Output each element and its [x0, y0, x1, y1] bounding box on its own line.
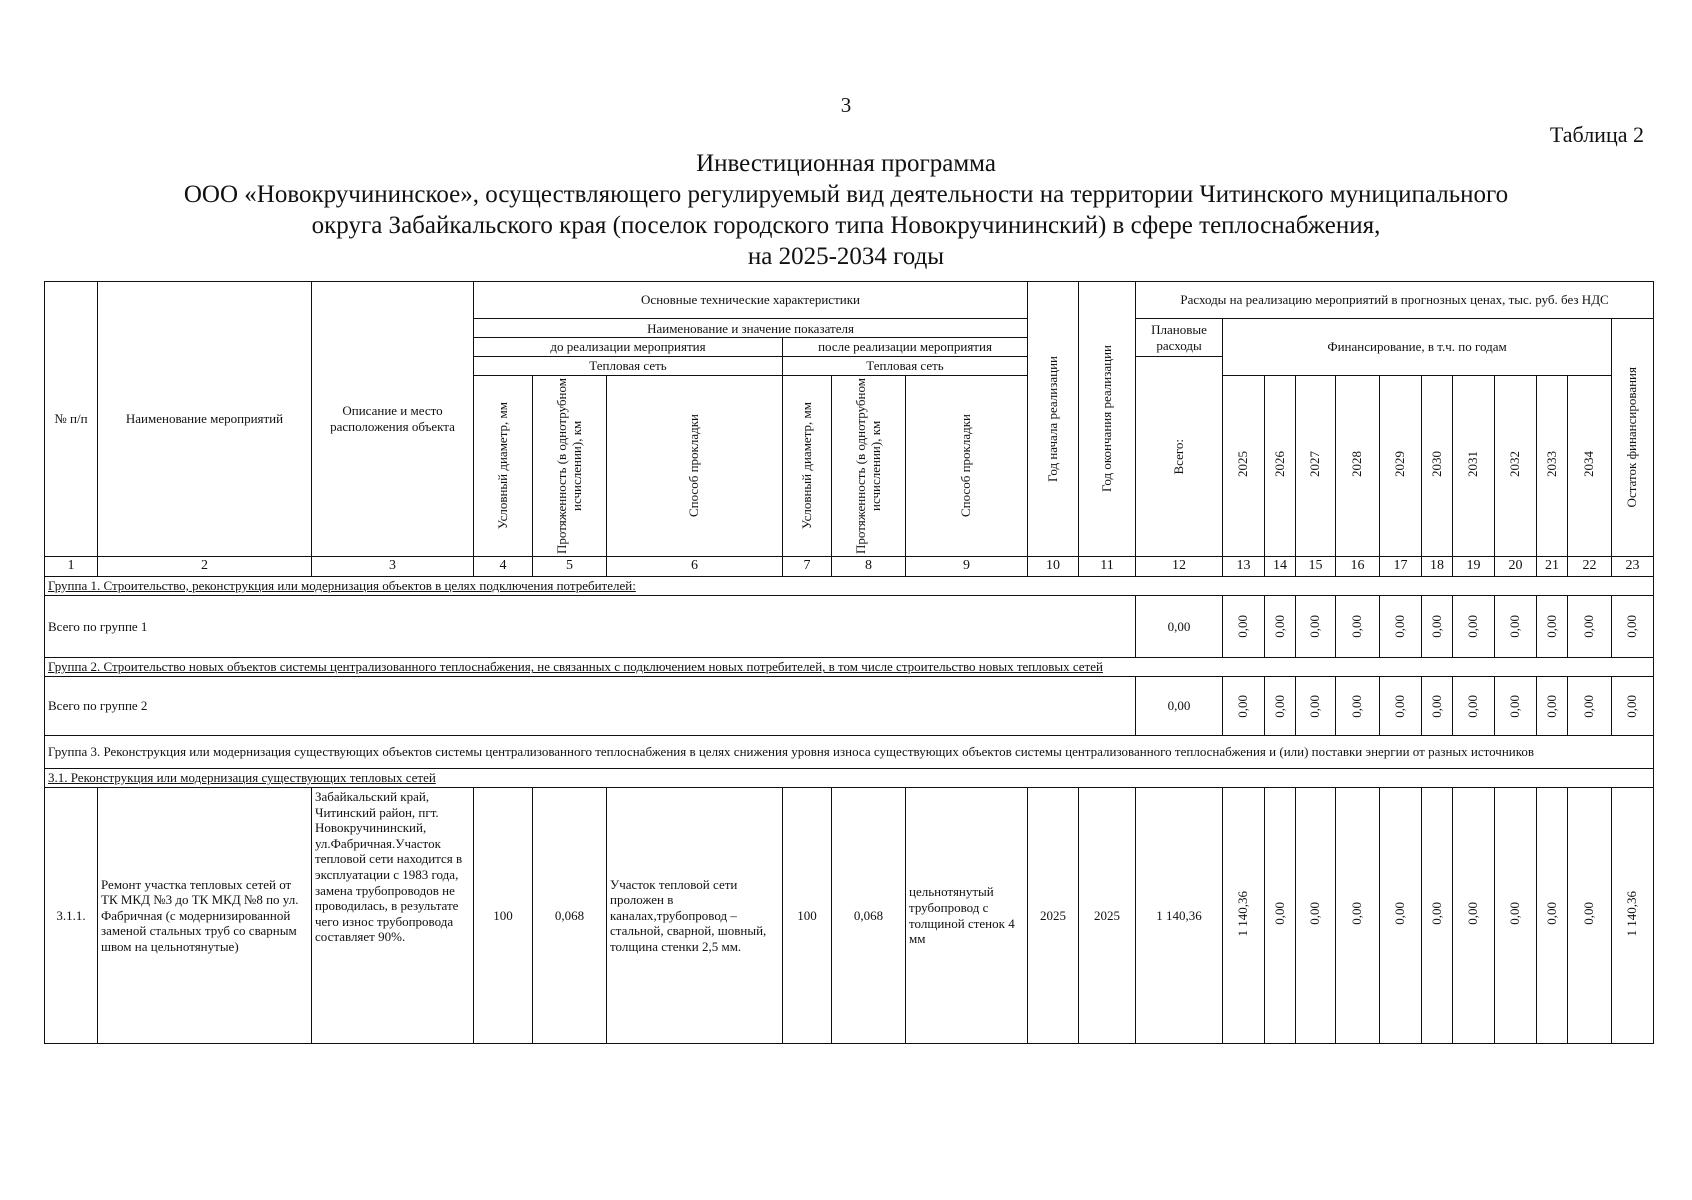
group1-remainder: 0,00: [1612, 595, 1654, 658]
column-number: 15: [1296, 556, 1336, 576]
year-value: 0,00: [1336, 788, 1380, 1044]
header-end-year: [1079, 282, 1136, 557]
column-number: 17: [1380, 556, 1422, 576]
method-before: Участок тепловой сети проложен в каналах,трубопровод – стальной, сварной, шовный, толщина стенки 2,5 мм.: [607, 788, 783, 1044]
column-number: 3: [312, 556, 474, 576]
column-number: 2: [98, 556, 312, 576]
start-year: 2025: [1028, 788, 1079, 1044]
header-length-after: Протяженность (в однотрубном исчислении), км: [832, 375, 906, 556]
group2-total-label: Всего по группе 2: [45, 677, 1136, 736]
column-numbers-row: [45, 556, 1654, 576]
header-year-2027: 2027: [1296, 375, 1336, 556]
group2-year-value: 0,00: [1336, 677, 1380, 736]
header-after: после реализации мероприятия: [783, 338, 1028, 357]
column-number: 11: [1079, 556, 1136, 576]
column-number: 14: [1265, 556, 1296, 576]
column-number: 10: [1028, 556, 1079, 576]
length-after: 0,068: [832, 788, 906, 1044]
row-number: 3.1.1.: [45, 788, 98, 1044]
year-value: 0,00: [1453, 788, 1495, 1044]
header-before: до реализации мероприятия: [474, 338, 783, 357]
header-tech: Основные технические характеристики: [474, 282, 1028, 319]
year-value: 0,00: [1265, 788, 1296, 1044]
title-line-3: округа Забайкальского края (поселок городского типа Новокручининский) в сфере теплоснабжения,: [311, 212, 1381, 239]
column-number: 20: [1495, 556, 1537, 576]
column-number: 22: [1568, 556, 1612, 576]
header-length-before: Протяженность (в однотрубном исчислении), км: [533, 375, 607, 556]
column-number: 19: [1453, 556, 1495, 576]
column-number: 13: [1223, 556, 1265, 576]
header-diameter-after: Условный диаметр, мм: [783, 375, 832, 556]
year-value: 0,00: [1537, 788, 1568, 1044]
header-year-2033: 2033: [1537, 375, 1568, 556]
group1-year-value: 0,00: [1296, 595, 1336, 658]
header-financing: Финансирование, в т.ч. по годам: [1223, 319, 1612, 375]
column-number: 5: [533, 556, 607, 576]
column-number: 1: [45, 556, 98, 576]
end-year: 2025: [1079, 788, 1136, 1044]
group2-year-value: 0,00: [1495, 677, 1537, 736]
group2-year-value: 0,00: [1568, 677, 1612, 736]
group1-year-value: 0,00: [1380, 595, 1422, 658]
group1-year-value: 0,00: [1495, 595, 1537, 658]
header-year-2029: 2029: [1380, 375, 1422, 556]
group2-year-value: 0,00: [1223, 677, 1265, 736]
column-number: 7: [783, 556, 832, 576]
column-number: 21: [1537, 556, 1568, 576]
header-name: Наименование мероприятий: [98, 282, 312, 557]
header-year-2028: 2028: [1336, 375, 1380, 556]
column-number: 16: [1336, 556, 1380, 576]
header-year-2034: 2034: [1568, 375, 1612, 556]
group1-title: Группа 1. Строительство, реконструкция или модернизация объектов в целях подключения потребителей:: [45, 576, 1654, 595]
header-remainder: [1612, 319, 1654, 556]
header-year-2032: 2032: [1495, 375, 1537, 556]
title-line-4: на 2025-2034 годы: [747, 243, 945, 270]
header-total-text: Всего:: [1170, 438, 1186, 475]
group2-year-value: 0,00: [1380, 677, 1422, 736]
column-number: 4: [474, 556, 533, 576]
method-after: цельнотянутый трубопровод с толщиной стенок 4 мм: [906, 788, 1028, 1044]
group2-year-value: 0,00: [1265, 677, 1296, 736]
year-value: 1 140,36: [1223, 788, 1265, 1044]
group1-year-value: 0,00: [1265, 595, 1296, 658]
header-remainder-text: Остаток финансирования: [1624, 367, 1640, 508]
header-year-2025: 2025: [1223, 375, 1265, 556]
measure-name: Ремонт участка тепловых сетей от ТК МКД №3 до ТК МКД №8 по ул. Фабричная (с модернизированной заменой стальных труб со сварным швом на цельнотянутые): [98, 788, 312, 1044]
column-number: 12: [1136, 556, 1223, 576]
group1-year-value: 0,00: [1453, 595, 1495, 658]
header-expenses: Расходы на реализацию мероприятий в прогнозных ценах, тыс. руб. без НДС: [1136, 282, 1654, 319]
header-method-after: Способ прокладки: [906, 375, 1028, 556]
group1-year-value: 0,00: [1568, 595, 1612, 658]
header-total: [1136, 357, 1223, 557]
group1-total: 0,00: [1136, 595, 1223, 658]
header-network-before: Тепловая сеть: [474, 357, 783, 376]
title-line-1: Инвестиционная программа: [696, 150, 996, 177]
header-end-year-text: Год окончания реализации: [1098, 345, 1114, 493]
header-indicator: Наименование и значение показателя: [474, 319, 1028, 338]
header-year-2031: 2031: [1453, 375, 1495, 556]
document-title: [40, 148, 1652, 272]
header-planned: Плановые расходы: [1136, 319, 1223, 357]
investment-table: [44, 281, 1654, 1044]
header-method-before: Способ прокладки: [607, 375, 783, 556]
page-number: 3: [840, 93, 852, 117]
header-start-year-text: Год начала реализации: [1044, 355, 1060, 482]
group3-subgroup-title: 3.1. Реконструкция или модернизация существующих тепловых сетей: [45, 769, 1654, 788]
table-row: [45, 788, 1654, 1044]
group1-year-value: 0,00: [1223, 595, 1265, 658]
column-number: 8: [832, 556, 906, 576]
object-description: Забайкальский край, Читинский район, пгт. Новокручининский, ул.Фабричная.Участок тепловой сети находится в эксплуатации с 1983 года, замена трубопроводов не проводилась, в результате чего износ трубопровода составляет 90%.: [312, 788, 474, 1044]
group2-year-value: 0,00: [1537, 677, 1568, 736]
group2-year-value: 0,00: [1422, 677, 1453, 736]
group2-total: 0,00: [1136, 677, 1223, 736]
group2-remainder: 0,00: [1612, 677, 1654, 736]
group2-year-value: 0,00: [1296, 677, 1336, 736]
group1-year-value: 0,00: [1537, 595, 1568, 658]
header-year-2026: 2026: [1265, 375, 1296, 556]
group2-year-value: 0,00: [1453, 677, 1495, 736]
header-start-year: [1028, 282, 1079, 557]
length-before: 0,068: [533, 788, 607, 1044]
year-value: 0,00: [1568, 788, 1612, 1044]
year-value: 0,00: [1422, 788, 1453, 1044]
group3-title: Группа 3. Реконструкция или модернизация существующих объектов системы централизованного теплоснабжения в целях снижения уровня износа существующих объектов системы централизованного теплоснабжения и (или) поставки энергии от разных источников: [45, 735, 1654, 768]
group2-title: Группа 2. Строительство новых объектов системы централизованного теплоснабжения, не связанных с подключением новых потребителей, в том числе строительство новых тепловых сетей: [45, 658, 1654, 677]
planned-total: 1 140,36: [1136, 788, 1223, 1044]
header-diameter-before: Условный диаметр, мм: [474, 375, 533, 556]
group1-total-label: Всего по группе 1: [45, 595, 1136, 658]
column-number: 6: [607, 556, 783, 576]
column-number: 23: [1612, 556, 1654, 576]
remainder-value: 1 140,36: [1612, 788, 1654, 1044]
table-label: Таблица 2: [1549, 122, 1644, 147]
year-value: 0,00: [1380, 788, 1422, 1044]
header-year-2030: 2030: [1422, 375, 1453, 556]
column-number: 9: [906, 556, 1028, 576]
year-value: 0,00: [1495, 788, 1537, 1044]
column-number: 18: [1422, 556, 1453, 576]
group1-year-value: 0,00: [1422, 595, 1453, 658]
group1-year-value: 0,00: [1336, 595, 1380, 658]
title-line-2: ООО «Новокручининское», осуществляющего регулируемый вид деятельности на территории Читинского муниципального: [183, 181, 1509, 208]
header-num: № п/п: [45, 282, 98, 557]
diameter-before: 100: [474, 788, 533, 1044]
year-value: 0,00: [1296, 788, 1336, 1044]
diameter-after: 100: [783, 788, 832, 1044]
header-network-after: Тепловая сеть: [783, 357, 1028, 376]
header-description: Описание и место расположения объекта: [312, 282, 474, 557]
